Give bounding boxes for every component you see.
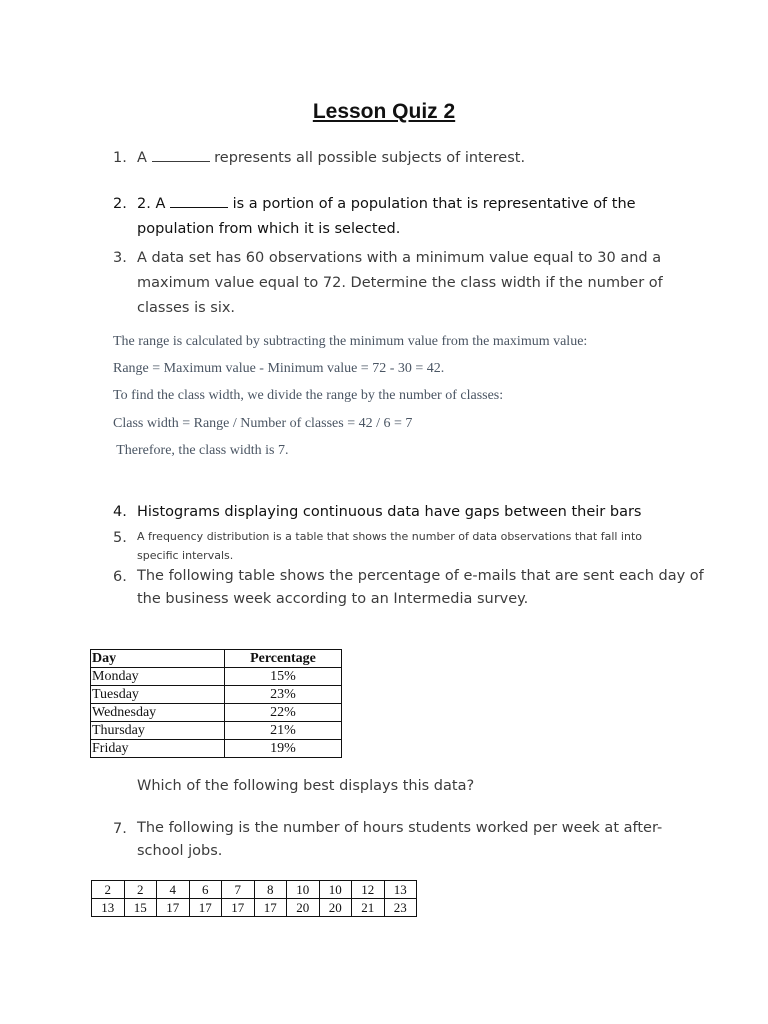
question-line: maximum value equal to 72. Determine the class width if the number of — [137, 275, 663, 291]
hours-worked-table — [91, 880, 417, 917]
solution-line: Therefore, the class width is 7. — [113, 443, 289, 458]
hours-cell: 7 — [222, 881, 255, 899]
question-2 — [113, 192, 713, 242]
hours-cell: 17 — [254, 899, 287, 917]
solution-line: To find the class width, we divide the range by the number of classes: — [113, 388, 504, 403]
table-row — [92, 899, 417, 917]
hours-cell: 6 — [189, 881, 222, 899]
question-text: Histograms displaying continuous data have gaps between their bars — [137, 504, 642, 520]
hours-cell: 13 — [92, 899, 125, 917]
table-row — [91, 668, 342, 686]
question-text: A — [137, 150, 147, 166]
question-7 — [113, 817, 713, 867]
hours-cell: 2 — [92, 881, 125, 899]
solution-line: Class width = Range / Number of classes = 42 / 6 = 7 — [113, 416, 413, 431]
percentage-cell: 15% — [225, 668, 342, 686]
hours-cell: 10 — [287, 881, 320, 899]
hours-cell: 17 — [189, 899, 222, 917]
question-line: school jobs. — [137, 843, 223, 859]
question-number: 5. — [113, 530, 127, 546]
question-number: 4. — [113, 504, 127, 520]
question-line: specific intervals. — [137, 549, 234, 562]
day-cell: Wednesday — [91, 704, 225, 722]
question-number: 6. — [113, 569, 127, 585]
column-header: Day — [91, 650, 225, 668]
question-line: classes is six. — [137, 300, 236, 316]
table-row — [91, 722, 342, 740]
table-row — [91, 686, 342, 704]
email-percentage-table — [90, 649, 342, 758]
solution-line: Range = Maximum value - Minimum value = 72 - 30 = 42. — [113, 361, 445, 376]
question-line: The following is the number of hours students worked per week at after- — [137, 820, 663, 836]
column-header: Percentage — [225, 650, 342, 668]
percentage-cell: 22% — [225, 704, 342, 722]
hours-cell: 15 — [124, 899, 157, 917]
answer-blank[interactable] — [152, 147, 210, 162]
answer-blank[interactable] — [170, 193, 228, 208]
question-3 — [113, 246, 713, 321]
hours-cell: 2 — [124, 881, 157, 899]
hours-cell: 23 — [384, 899, 417, 917]
hours-cell: 10 — [319, 881, 352, 899]
table-row — [91, 704, 342, 722]
table-row — [92, 881, 417, 899]
hours-cell: 12 — [352, 881, 385, 899]
question-6 — [113, 565, 713, 615]
page-title: Lesson Quiz 2 — [312, 100, 456, 123]
solution-line: The range is calculated by subtracting the minimum value from the maximum value: — [113, 334, 588, 349]
day-cell: Thursday — [91, 722, 225, 740]
hours-cell: 17 — [222, 899, 255, 917]
question-4 — [113, 500, 713, 525]
question-line: The following table shows the percentage of e-mails that are sent each day of — [137, 568, 704, 584]
question-number: 1. — [113, 150, 127, 166]
question-number: 7. — [113, 821, 127, 837]
question-number: 2. — [113, 196, 127, 212]
display-question: Which of the following best displays this data? — [137, 778, 475, 794]
question-line: A data set has 60 observations with a minimum value equal to 30 and a — [137, 250, 662, 266]
table-row — [91, 740, 342, 758]
hours-cell: 17 — [157, 899, 190, 917]
question-1 — [113, 146, 713, 171]
question-5 — [113, 526, 713, 566]
question-number: 3. — [113, 250, 127, 266]
hours-cell: 21 — [352, 899, 385, 917]
question-text: is a portion of a population that is representative of the — [232, 196, 636, 212]
table-header-row — [91, 650, 342, 668]
percentage-cell: 19% — [225, 740, 342, 758]
day-cell: Monday — [91, 668, 225, 686]
question-line: the business week according to an Intermedia survey. — [137, 591, 529, 607]
question-text: represents all possible subjects of interest. — [214, 150, 526, 166]
day-cell: Tuesday — [91, 686, 225, 704]
hours-cell: 8 — [254, 881, 287, 899]
question-text: population from which it is selected. — [137, 221, 401, 237]
question-line: A frequency distribution is a table that shows the number of data observations that fall into — [137, 530, 643, 543]
percentage-cell: 23% — [225, 686, 342, 704]
day-cell: Friday — [91, 740, 225, 758]
question-text: 2. A — [137, 196, 166, 212]
hours-cell: 20 — [287, 899, 320, 917]
hours-cell: 13 — [384, 881, 417, 899]
hours-cell: 4 — [157, 881, 190, 899]
percentage-cell: 21% — [225, 722, 342, 740]
hours-cell: 20 — [319, 899, 352, 917]
